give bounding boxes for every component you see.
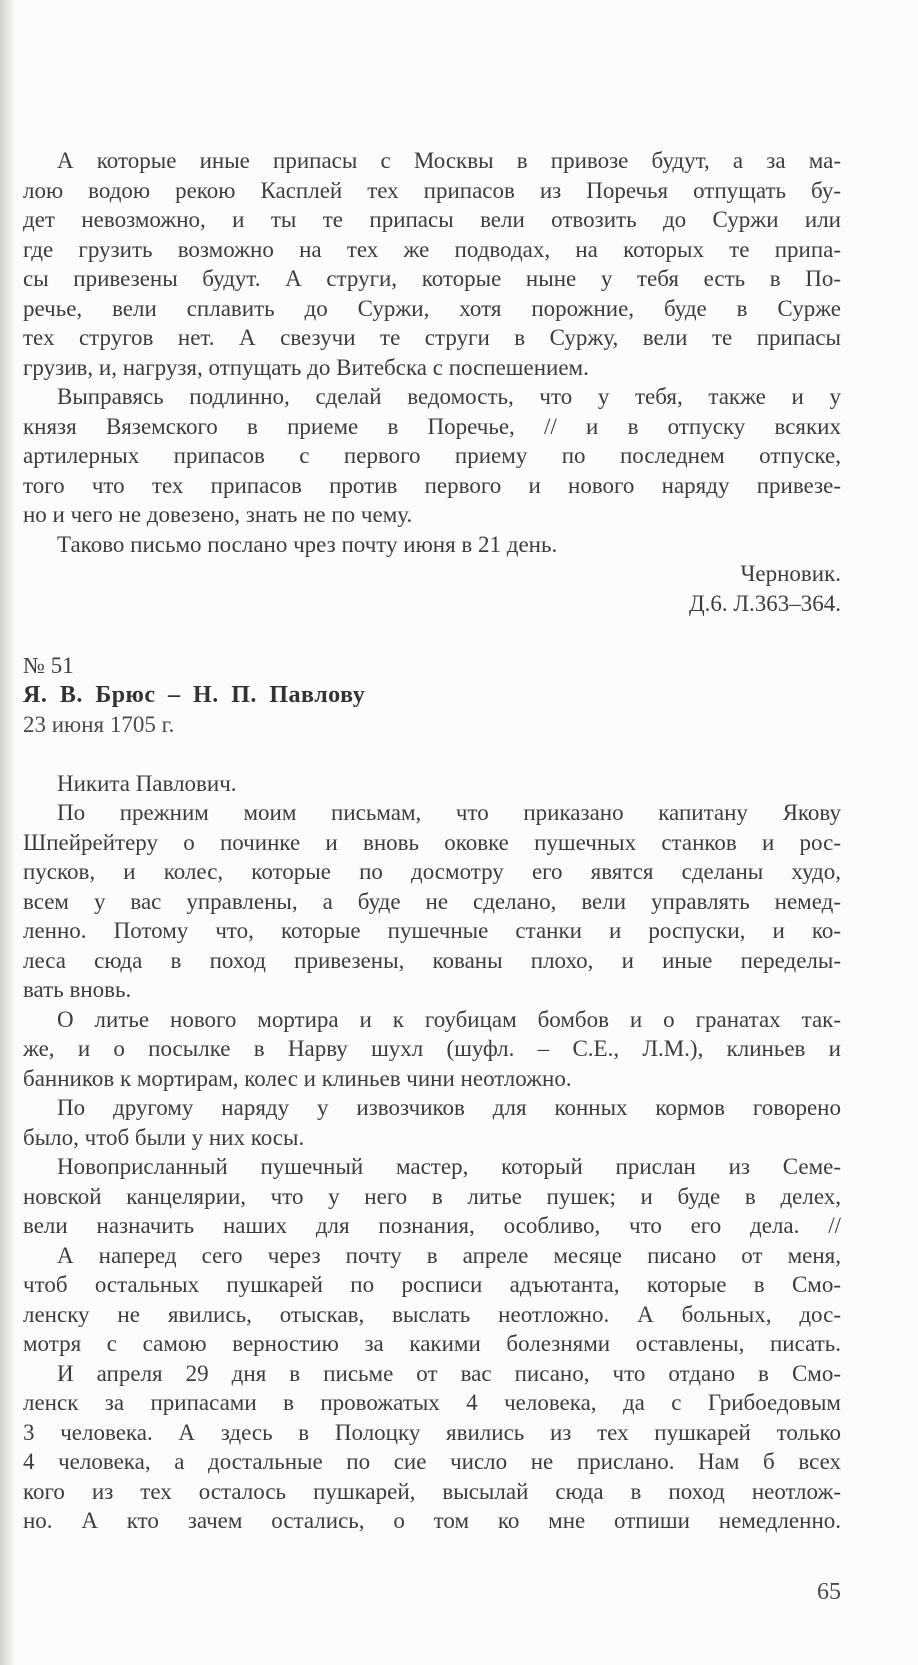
page-number: 65: [817, 1579, 841, 1605]
archive-reference: Д.6. Л.363–364.: [688, 590, 841, 616]
text-line: того что тех припасов против первого и нового наряду привезе-: [23, 472, 841, 498]
text-line: ленску не явились, отыскав, выслать неотложно. А больных, дос-: [23, 1301, 841, 1327]
text-line: но и чего не довезено, знать не по чему.: [23, 502, 413, 527]
text-line: новской канцелярии, что у него в литье пушек; и буде в делех,: [23, 1183, 841, 1209]
text-line: ленск за припасами в провожатых 4 человека, да с Грибоедовым: [23, 1390, 841, 1415]
text-line: Новоприсланный пушечный мастер, который прислан из Семе-: [57, 1154, 841, 1179]
letter-51-paragraph-mortar: [23, 1005, 841, 1094]
letter-51-number: № 51: [23, 653, 74, 678]
text-line: По другому наряду у извозчиков для конных кормов говорено: [57, 1095, 841, 1120]
letter-51-paragraph-gun-carriages: [23, 798, 841, 1005]
letter-51-paragraph-gun-master: [23, 1152, 841, 1241]
text-line: мотря с самою верностию за какими болезнями оставлены, писать.: [23, 1331, 841, 1356]
text-line: кого из тех осталось пушкарей, высылай сюда в поход неотлож-: [23, 1478, 841, 1504]
letter-51-title: Я. В. Брюс – Н. П. Павлову: [23, 681, 366, 708]
text-line: А которые иные припасы с Москвы в привозе будут, а за ма-: [57, 148, 841, 173]
text-line: Таково письмо послано чрез почту июня в 21 день.: [57, 531, 558, 557]
text-line: лою водою рекою Касплей тех припасов из Поречья отпущать бу-: [23, 177, 841, 203]
text-line: Шпейрейтеру о починке и вновь оковке пушечных станков и рос-: [23, 829, 841, 855]
letter-50-postscript: [23, 530, 841, 560]
text-line: 4 человека, а достальные по сие число не прислано. Нам б всех: [23, 1449, 841, 1474]
text-line: ленно. Потому что, которые пушечные станки и роспуски, и ко-: [23, 918, 841, 943]
document-content: [23, 146, 841, 1536]
text-line: дет невозможно, и ты те припасы вели отвозить до Суржи или: [23, 207, 841, 232]
text-line: же, и о посылке в Нарву шухл (шуфл. – С.Е., Л.М.), клиньев и: [23, 1036, 841, 1061]
page-gutter-shadow: [0, 0, 16, 1665]
letter-51-paragraph-gunners-roster: [23, 1241, 841, 1359]
text-line: сы привезены будут. А струги, которые ныне у тебя есть в По-: [23, 266, 841, 291]
text-line: банников к мортирам, колес и клиньев чини неотложно.: [23, 1065, 572, 1091]
draft-note: Черновик.: [740, 561, 841, 586]
text-line: леса сюда в поход привезены, кованы плохо, и иные переделы-: [23, 947, 841, 973]
text-line: По прежним моим письмам, что приказано капитану Якову: [57, 800, 841, 825]
text-line: грузив, и, нагрузя, отпущать до Витебска с поспешением.: [23, 354, 589, 380]
text-line: вели назначить наших для познания, особливо, что его дела. //: [23, 1213, 841, 1238]
letter-51-paragraph-april-29: [23, 1359, 841, 1536]
text-line: где грузить возможно на тех же подводах, на которых те припа-: [23, 236, 841, 262]
letter-51-paragraph-carters: [23, 1093, 841, 1152]
text-line: Выправясь подлинно, сделай ведомость, что у тебя, также и у: [57, 384, 841, 409]
text-line: Никита Павлович.: [57, 770, 237, 796]
text-line: тех стругов нет. А свезучи те струги в Суржу, вели те припасы: [23, 325, 841, 350]
letter-51-date: 23 июня 1705 г.: [23, 712, 175, 737]
text-line: но. А кто зачем остались, о том ко мне отпиши немедленно.: [23, 1508, 841, 1533]
letter-51-salutation: [23, 769, 841, 799]
text-line: И апреля 29 дня в письме от вас писано, что отдано в Смо-: [57, 1360, 841, 1386]
text-line: речье, вели сплавить до Суржи, хотя порожние, буде в Сурже: [23, 295, 841, 321]
letter-50-paragraph-vedomost: [23, 382, 841, 530]
text-line: 3 человека. А здесь в Полоцку явились из тех пушкарей только: [23, 1419, 841, 1445]
text-line: всем у вас управлены, а буде не сделано, вели управлять немед-: [23, 888, 841, 914]
text-line: артилерных припасов с первого приему по последнем отпуске,: [23, 443, 841, 468]
text-line: О литье нового мортира и к гоубицам бомбов и о гранатах так-: [57, 1006, 841, 1032]
letter-50-paragraph-shipping: [23, 146, 841, 382]
text-line: пусков, и колес, которые по досмотру его явятся сделаны худо,: [23, 859, 841, 884]
text-line: князя Вяземского в приеме в Поречье, // и в отпуску всяких: [23, 413, 841, 439]
text-line: было, чтоб были у них косы.: [23, 1124, 305, 1150]
text-line: чтоб остальных пушкарей по росписи адъютанта, которые в Смо-: [23, 1272, 841, 1297]
text-line: А наперед сего через почту в апреле месяце писано от меня,: [57, 1242, 841, 1268]
text-line: вать вновь.: [23, 977, 132, 1002]
